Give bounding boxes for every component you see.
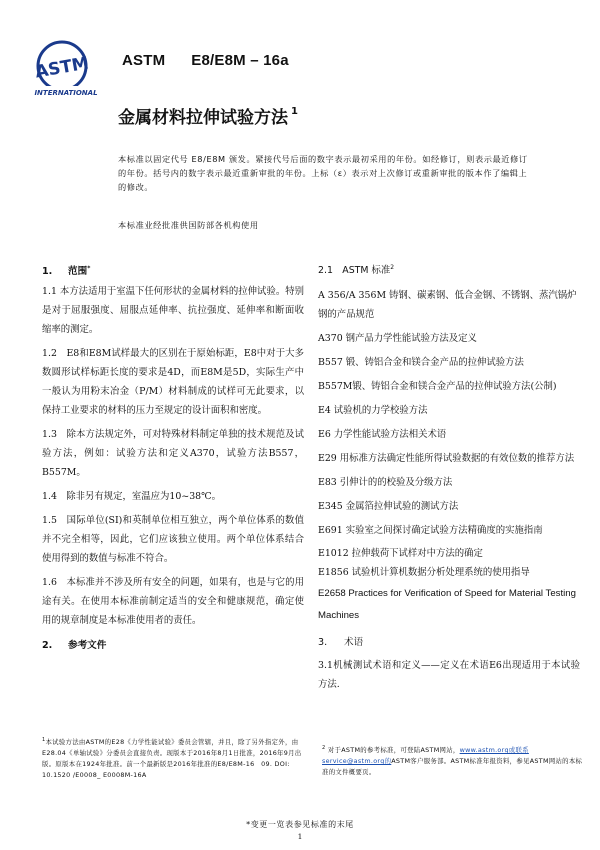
- astm-website-link[interactable]: www.astm.org或联系service@astm.org的: [322, 746, 529, 766]
- footnote-2-text-before: 对于ASTM的参考标准，可登陆ASTM网站，: [327, 746, 460, 755]
- subhead-footnote-mark: 2: [390, 264, 395, 271]
- reference-item: E83 引伸计的的校验及分级方法: [318, 477, 453, 489]
- approval-note: 本标准业经批准供国防部各机构使用: [118, 220, 259, 230]
- title-footnote-mark: 1: [291, 106, 298, 118]
- footnote-1-text: 本试验方法由ASTM的E28《力学性能试验》委员会管辖，并且，除了另外指定外，由E28.04《单轴试验》分委员会直接负责。现版本于2016年8月1日批准，2016年9月出版。原版本在1924年批准。前一个最新版是2016年批准的E8/E8M-16 09. DOI: 10.1520 /E0008_ E0008M-16A: [42, 738, 302, 780]
- section-1-mark: *: [87, 265, 91, 272]
- paragraph-1-4: 1.4 除非另有规定，室温应为10~38℃。: [42, 491, 221, 502]
- reference-item: E1012 拉伸载荷下试样对中方法的确定: [318, 548, 483, 560]
- svg-text:ASTM: ASTM: [33, 53, 91, 83]
- section-1-title: 范围: [68, 266, 88, 278]
- section-3-heading: [318, 632, 580, 654]
- org-name: ASTM: [122, 52, 166, 69]
- reference-item: B557M锻、铸铝合金和镁合金产品的拉伸试验方法(公制): [318, 381, 557, 393]
- section-2-title: 参考文件: [68, 640, 107, 651]
- section-3-number: 3.: [318, 637, 328, 649]
- footnote-1: [42, 735, 312, 781]
- paragraph-1-1: 1.1 本方法适用于室温下任何形状的金属材料的拉伸试验。特别是对于屈服强度、屈服点延伸率、抗拉强度、延伸率和断面收缩率的测定。: [42, 286, 304, 335]
- reference-item: E6 力学性能试验方法相关术语: [318, 429, 447, 441]
- reference-item: B557 锻、铸铝合金和镁合金产品的拉伸试验方法: [318, 357, 524, 369]
- reference-item: E29 用标准方法确定性能所得试验数据的有效位数的推荐方法: [318, 453, 575, 465]
- astm-standards-subhead: 2.1 ASTM 标准$^2$: [318, 264, 395, 277]
- section-1-number: 1.: [42, 266, 53, 278]
- svg-text:INTERNATIONAL: INTERNATIONAL: [34, 89, 98, 97]
- paragraph-1-3: 1.3 除本方法规定外，可对特殊材料制定单独的技术规范及试验方法，例如：试验方法和定义A370，试验方法B557，B557M。: [42, 429, 304, 478]
- section-2-number: 2.: [42, 640, 53, 651]
- footnote-1-mark: 1: [42, 737, 46, 743]
- right-column: [318, 258, 580, 699]
- reference-item-english: E2658 Practices for Verification of Speed for Material Testing Machines: [318, 588, 576, 622]
- footnote-2-mark: 2: [322, 745, 326, 751]
- document-title: [118, 103, 298, 128]
- section-2-heading: [42, 635, 304, 657]
- standard-designation: [122, 52, 289, 69]
- intro-note: 本标准以固定代号 E8/E8M 颁发。紧接代号后面的数字表示最初采用的年份。如经修订，则表示最近修订的年份。括号内的数字表示最近重新审批的年份。上标（ε）表示对上次修订或重新审批的版本作了编辑上的修改。: [118, 154, 528, 192]
- reference-item: E691 实验室之间探讨确定试验方法精确度的实施指南: [318, 525, 543, 537]
- astm-logo: [30, 38, 100, 100]
- summary-of-changes-note: *变更一览表参见标准的末尾: [246, 820, 354, 829]
- reference-item: E1856 试验机计算机数据分析处理系统的使用指导: [318, 567, 530, 579]
- paragraph-3-1: 3.1机械测试术语和定义——定义在术语E6出现适用于本试验方法.: [318, 660, 580, 691]
- footnote-2-text-after: ASTM客户服务部。ASTM标准年报资料，参见ASTM网站的本标准的文件概要页。: [322, 757, 583, 777]
- paragraph-1-6: 1.6 本标准并不涉及所有安全的问题，如果有，也是与它的用途有关。在使用本标准前制定适当的安全和健康规范，确定使用的规章制度是本标准使用者的责任。: [42, 577, 304, 626]
- left-column: [42, 258, 304, 659]
- reference-item: A 356/A 356M 铸钢、碳素钢、低合金钢、不锈钢、蒸汽锅炉钢的产品规范: [318, 290, 577, 321]
- reference-item: A370 钢产品力学性能试验方法及定义: [318, 333, 477, 345]
- reference-item: E345 金属箔拉伸试验的测试方法: [318, 501, 459, 513]
- section-3-title: 术语: [344, 637, 364, 649]
- section-1-heading: [42, 258, 304, 280]
- title-text: 金属材料拉伸试验方法: [118, 108, 288, 128]
- page-number: 1: [297, 832, 303, 841]
- paragraph-1-5: 1.5 国际单位(SI)和英制单位相互独立，两个单位体系的数值并不完全相等，因此，它们应该独立使用。两个单位体系结合使用得到的数值与标准不符合。: [42, 515, 304, 564]
- reference-item: E4 试验机的力学校验方法: [318, 405, 428, 417]
- designation-code: E8/E8M – 16a: [191, 52, 289, 69]
- paragraph-1-2: 1.2 E8和E8M试样最大的区别在于原始标距，E8中对于大多数圆形试样标距长度的要求是4D，而E8M是5D，实际生产中一般认为用粉末冶金（P/M）材料制成的试样可无此要求，以保持工业要求的材料的压力至规定的设计面积和密度。: [42, 348, 304, 416]
- footnote-2: [322, 743, 584, 778]
